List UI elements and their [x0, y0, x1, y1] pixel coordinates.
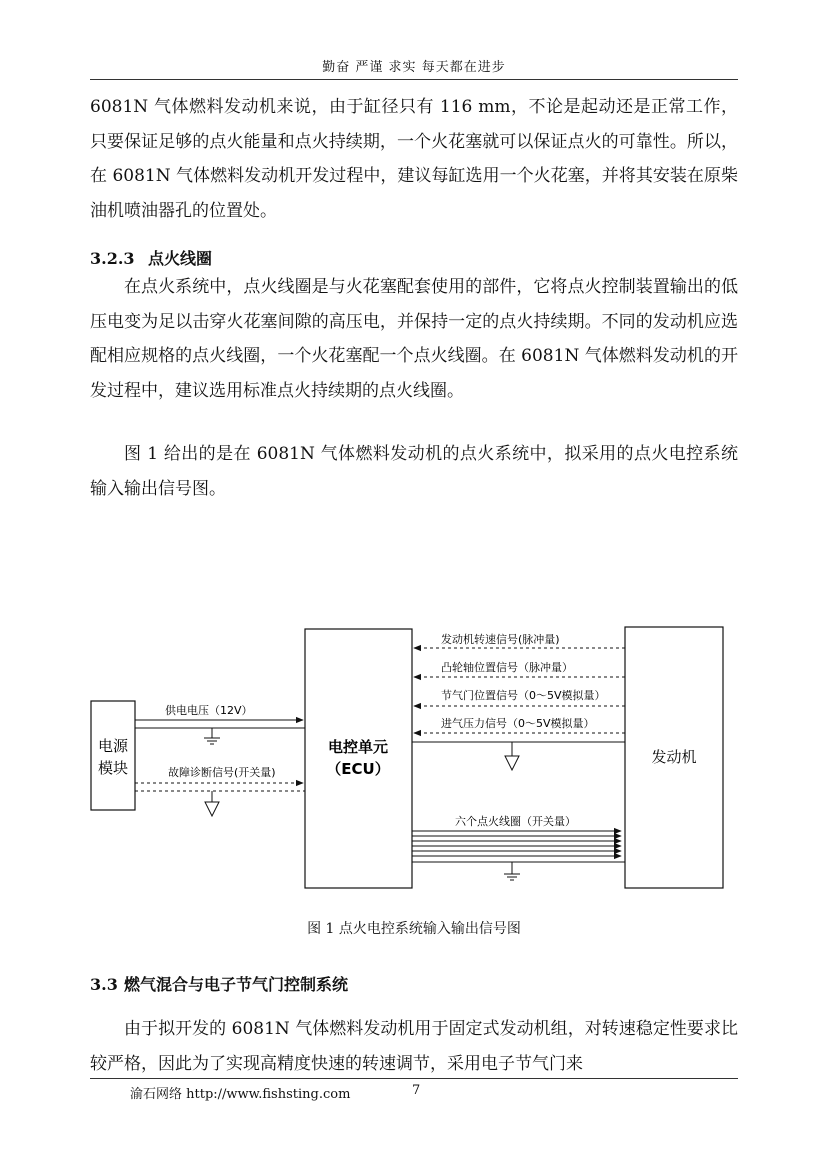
power-module-label-2: 模块: [97, 759, 129, 777]
section-number: 3.3: [90, 975, 118, 994]
ground-triangle-1: [205, 791, 219, 816]
ecu-box: [305, 629, 412, 888]
paragraph-1: 6081N 气体燃料发动机来说，由于缸径只有 116 mm，不论是起动还是正常工作，只要保证足够的点火能量和点火持续期，一个火花塞就可以保证点火的可靠性。所以，在 6081N 气体燃料发动机开发过程中，建议每缸选用一个火花塞，并将其安装在原柴油机喷油器孔的位置处。: [90, 97, 738, 221]
paragraph-2: 在点火系统中，点火线圈是与火花塞配套使用的部件，它将点火控制装置输出的低压电变为足以击穿火花塞间隙的高压电，并保持一定的点火持续期。不同的发动机应选配相应规格的点火线圈，一个火花塞配一个点火线圈。在 6081N 气体燃料发动机的开发过程中，建议选用标准点火持续期的点火线圈。: [90, 277, 738, 401]
section-heading-3-2-3: [90, 246, 212, 269]
footer-site: 渝石网络 http://www.fishsting.com: [130, 1087, 351, 1102]
ground-symbol-1: [204, 728, 220, 744]
header-motto: 勤奋 严谨 求实 每天都在进步: [322, 60, 506, 75]
paragraph-3: 图 1 给出的是在 6081N 气体燃料发动机的点火系统中，拟采用的点火电控系统输入输出信号图。: [90, 444, 738, 499]
section-heading-3-3: [90, 972, 348, 995]
signal-camshaft: 凸轮轴位置信号（脉冲量）: [441, 661, 573, 674]
page-header: [90, 56, 738, 80]
engine-label: 发动机: [651, 748, 697, 766]
signal-supply-voltage: 供电电压（12V）: [165, 704, 253, 717]
page-number: 7: [412, 1083, 421, 1098]
section-number: 3.2.3: [90, 249, 135, 268]
paragraph-4: 由于拟开发的 6081N 气体燃料发动机用于固定式发动机组，对转速稳定性要求比较严格，因此为了实现高精度快速的转速调节，采用电子节气门来: [90, 1019, 738, 1074]
power-module-label-1: 电源: [97, 737, 129, 755]
ecu-label-2: （ECU）: [326, 760, 390, 778]
section-title: 点火线圈: [148, 249, 213, 268]
signal-intake-pressure: 进气压力信号（0～5V模拟量）: [441, 717, 595, 730]
engine-box: [625, 627, 723, 888]
signal-engine-speed: 发动机转速信号(脉冲量): [441, 633, 560, 646]
signal-throttle: 节气门位置信号（0～5V模拟量）: [441, 689, 606, 702]
page-footer: [90, 1078, 738, 1101]
ignition-coil-lines: [412, 831, 625, 862]
figure-caption: 图 1 点火电控系统输入输出信号图: [307, 921, 521, 937]
ground-triangle-2: [505, 742, 519, 770]
signal-ignition-coils: 六个点火线圈（开关量）: [455, 815, 576, 828]
power-module-box: [91, 701, 135, 810]
ecu-label-1: 电控单元: [327, 738, 389, 756]
section-title: 燃气混合与电子节气门控制系统: [124, 975, 349, 994]
signal-fault-diag: 故障诊断信号(开关量): [168, 766, 276, 779]
ground-symbol-2: [504, 862, 520, 880]
